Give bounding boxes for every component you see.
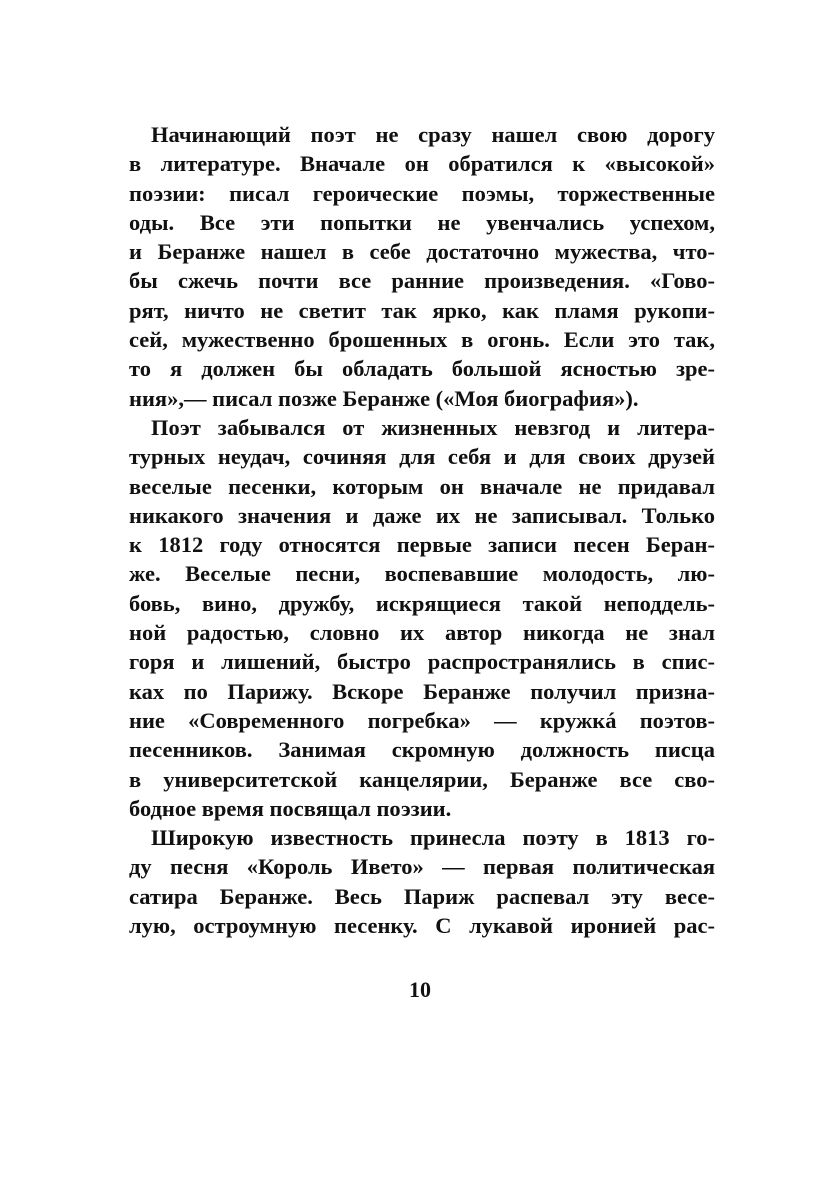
text-line: Начинающий поэт не сразу нашел свою дорогу bbox=[151, 122, 715, 147]
text-line: бовь, вино, дружбу, искрящиеся такой неподдель- bbox=[129, 590, 715, 616]
text-line: в литературе. Вначале он обратился к «высокой» bbox=[129, 151, 715, 177]
text-line: в университетской канцелярии, Беранже все сво- bbox=[129, 766, 715, 792]
body-text bbox=[129, 120, 715, 940]
text-line: песенников. Занимая скромную должность писца bbox=[129, 737, 715, 763]
text-line: ния»,— писал позже Беранже («Моя биография»). bbox=[129, 385, 639, 411]
text-line: ках по Парижу. Вскоре Беранже получил призна- bbox=[129, 678, 715, 704]
text-line: горя и лишений, быстро распространялись в спис- bbox=[129, 649, 715, 675]
text-line: рят, ничто не светит так ярко, как пламя рукопи- bbox=[129, 297, 715, 323]
text-line: же. Веселые песни, воспевавшие молодость, лю- bbox=[129, 561, 715, 587]
text-line: сей, мужественно брошенных в огонь. Если это так, bbox=[129, 327, 715, 353]
text-line: лую, остроумную песенку. С лукавой иронией рас- bbox=[129, 913, 715, 939]
text-line: ной радостью, словно их автор никогда не знал bbox=[129, 620, 715, 646]
text-line: ду песня «Король Ивето» — первая политическая bbox=[129, 854, 715, 880]
text-line: Широкую известность принесла поэту в 1813 го- bbox=[151, 825, 715, 851]
text-line: оды. Все эти попытки не увенчались успехом, bbox=[129, 209, 715, 235]
text-line: сатира Беранже. Весь Париж распевал эту весе- bbox=[129, 883, 715, 909]
text-line: и Беранже нашел в себе достаточно мужества, что- bbox=[129, 239, 715, 265]
paragraph-2 bbox=[129, 413, 715, 823]
text-line: ние «Современного погребка» — кружкá поэтов- bbox=[129, 707, 715, 733]
text-line: бодное время посвящал поэзии. bbox=[129, 795, 452, 821]
paragraph-3 bbox=[129, 823, 715, 940]
text-line: бы сжечь почти все ранние произведения. «Гово- bbox=[129, 268, 715, 294]
text-line: то я должен бы обладать большой ясностью зре- bbox=[129, 356, 715, 382]
paragraph-1 bbox=[129, 120, 715, 413]
text-line: никакого значения и даже их не записывал. Только bbox=[129, 502, 715, 528]
text-line: Поэт забывался от жизненных невзгод и литера- bbox=[151, 414, 715, 440]
text-line: турных неудач, сочиняя для себя и для своих друзей bbox=[129, 444, 715, 470]
page-number: 10 bbox=[409, 977, 431, 1002]
text-line: веселые песенки, которым он вначале не придавал bbox=[129, 473, 715, 499]
text-line: к 1812 году относятся первые записи песен Беран- bbox=[129, 532, 715, 558]
text-line: поэзии: писал героические поэмы, торжественные bbox=[129, 180, 715, 206]
